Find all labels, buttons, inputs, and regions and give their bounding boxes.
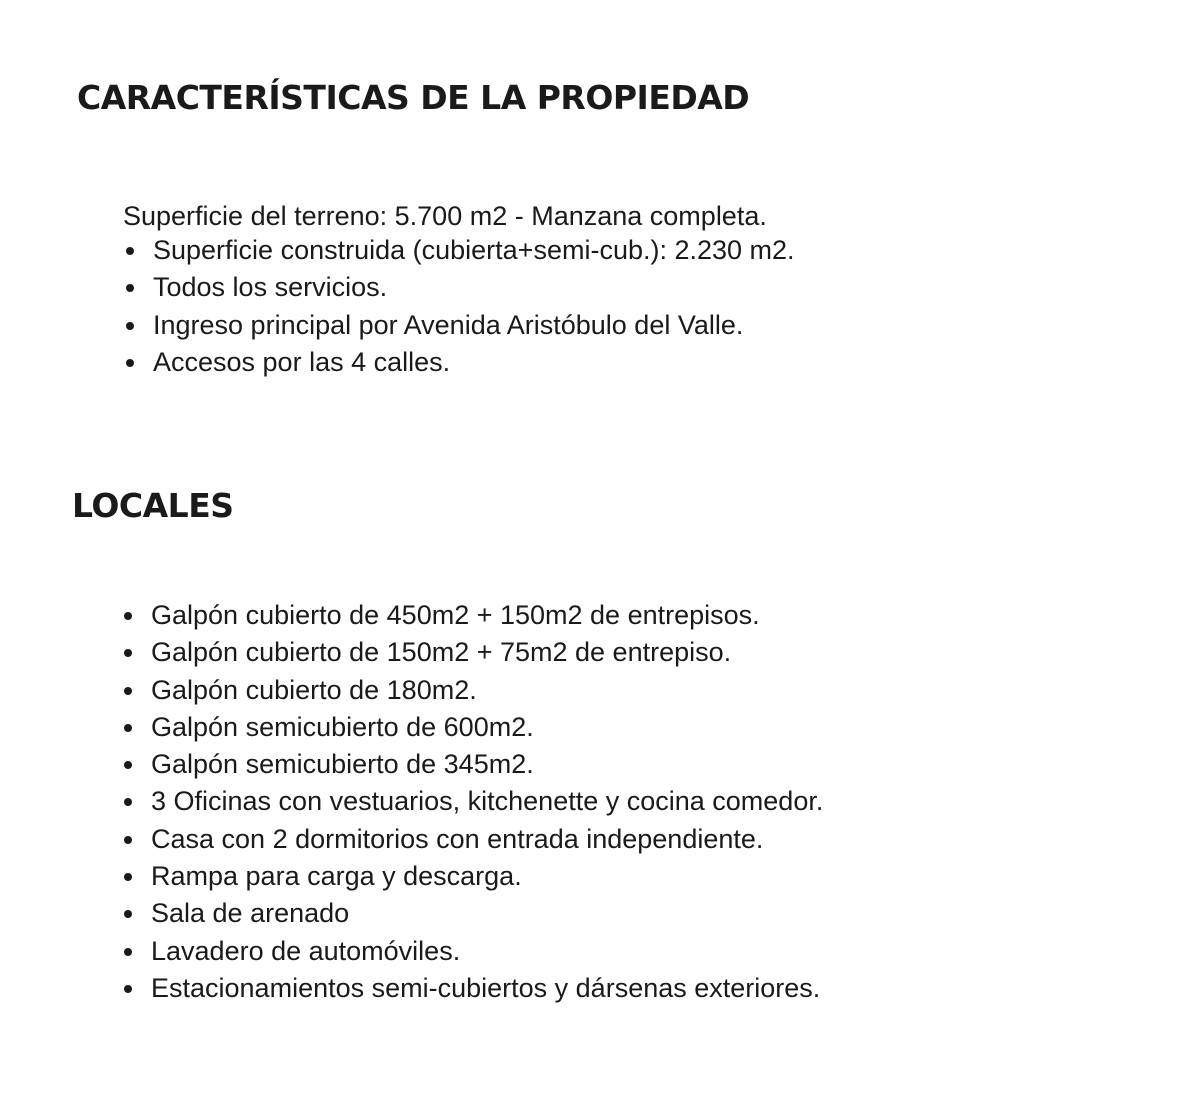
bullet-icon (124, 687, 132, 695)
property-section-title: CARACTERÍSTICAS DE LA PROPIEDAD (77, 78, 750, 117)
bullet-icon (124, 761, 132, 769)
list-item (121, 709, 823, 746)
list-item (121, 746, 823, 783)
bullet-icon (124, 910, 132, 918)
list-item (121, 783, 823, 820)
list-item-text: Casa con 2 dormitorios con entrada independiente. (151, 823, 764, 854)
list-item-text: 3 Oficinas con vestuarios, kitchenette y cocina comedor. (151, 786, 824, 817)
list-item-text: Accesos por las 4 calles. (153, 346, 451, 377)
bullet-icon (124, 649, 132, 657)
list-item (123, 232, 795, 269)
list-item-text: Superficie construida (cubierta+semi-cub.): 2.230 m2. (153, 235, 795, 265)
list-item (121, 672, 823, 709)
list-item (123, 344, 795, 381)
list-item-text: Sala de arenado (151, 898, 350, 929)
bullet-icon (124, 724, 132, 732)
list-item (121, 970, 823, 1007)
list-item-text: Ingreso principal por Avenida Aristóbulo del Valle. (153, 309, 744, 340)
list-item-text: Estacionamientos semi-cubiertos y dársenas exteriores. (151, 972, 821, 1003)
list-item-text: Rampa para carga y descarga. (151, 861, 522, 892)
bullet-icon (126, 247, 134, 255)
bullet-icon (126, 322, 134, 330)
list-item-text: Galpón semicubierto de 600m2. (151, 711, 534, 742)
list-item (121, 634, 823, 671)
list-item-text: Lavadero de automóviles. (151, 935, 461, 966)
bullet-icon (124, 836, 132, 844)
bullet-icon (124, 948, 132, 956)
list-item (123, 307, 795, 344)
bullet-icon (124, 873, 132, 881)
bullet-icon (126, 284, 134, 292)
land-surface-text: Superficie del terreno: 5.700 m2 - Manzana completa. (123, 201, 767, 231)
list-item (121, 895, 823, 932)
bullet-icon (126, 359, 134, 367)
locales-list (121, 597, 823, 1007)
bullet-icon (124, 798, 132, 806)
bullet-icon (124, 612, 132, 620)
list-item (121, 821, 823, 858)
list-item-text: Galpón cubierto de 180m2. (151, 674, 477, 705)
list-item (121, 597, 823, 634)
bullet-icon (124, 985, 132, 993)
list-item (121, 933, 823, 970)
list-item (121, 858, 823, 895)
list-item-text: Todos los servicios. (153, 272, 388, 303)
list-item-text: Galpón cubierto de 450m2 + 150m2 de entrepisos. (151, 600, 760, 630)
list-item (123, 269, 795, 306)
property-features-list (123, 232, 795, 381)
locales-section-title: LOCALES (72, 486, 234, 525)
list-item-text: Galpón cubierto de 150m2 + 75m2 de entrepiso. (151, 637, 732, 668)
list-item-text: Galpón semicubierto de 345m2. (151, 749, 534, 780)
